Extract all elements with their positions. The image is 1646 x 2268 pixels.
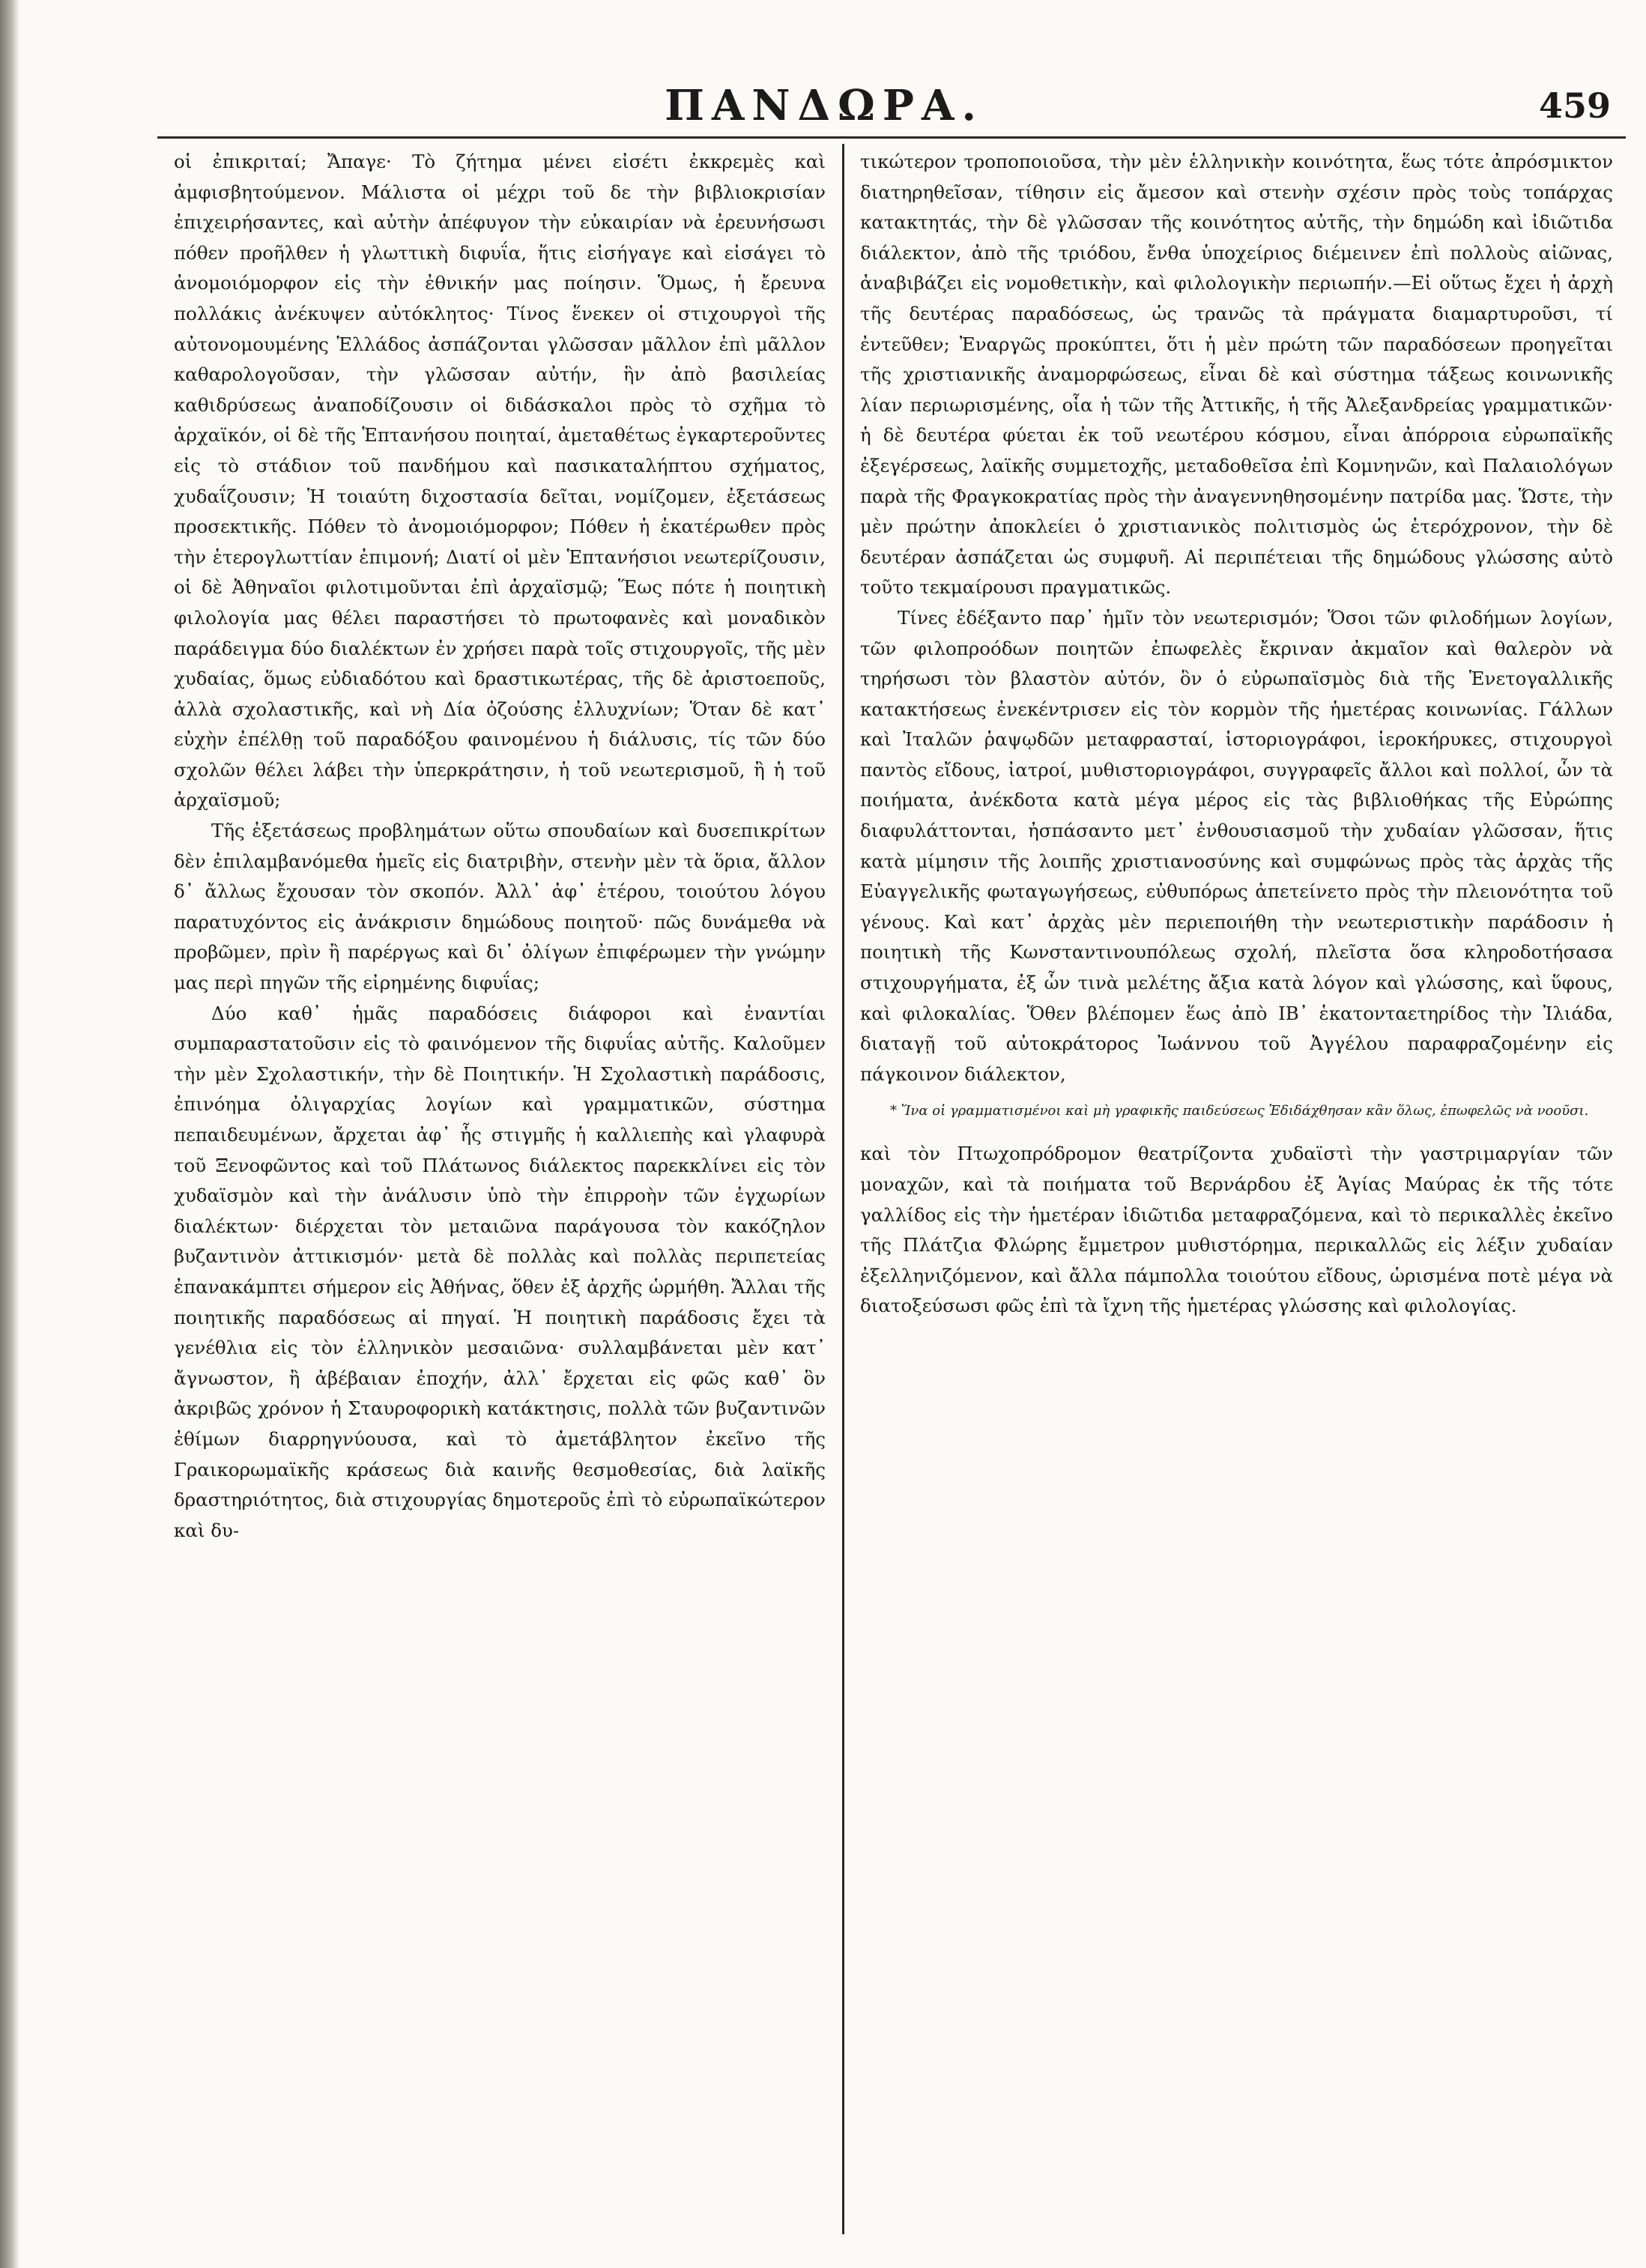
paragraph: Τίνες ἐδέξαντο παρ᾽ ἡμῖν τὸν νεωτερισμόν; Ὅσοι τῶν φιλοδήμων λογίων, τῶν φιλοπροόδων ποιητῶν ἐπωφελὲς ἔκριναν ἀκμαῖον καὶ θαλερὸν νὰ τηρήσωσι τὸν βλαστὸν αὐτόν, ὃν ὁ εὐρωπαϊσμὸς διὰ τῆς Ἑνετογαλλικῆς κατακτήσεως ἐνεκέντρισεν εἰς τὸν κορμὸν τῆς ἡμετέρας κοινωνίας. Γάλλων καὶ Ἰταλῶν ῥαψῳδῶν μεταφρασταί, ἱστοριογράφοι, ἱεροκήρυκες, στιχουργοὶ παντὸς εἴδους, ἰατροί, μυθιστοριογράφοι, συγγραφεῖς ἄλλοι καὶ πολλοί, ὧν τὰ ποιήματα, ἀνέκδοτα κατὰ μέγα μέρος εἰς τὰς βιβλιοθήκας τῆς Εὐρώπης διαφυλάττονται, ἠσπάσαντο μετ᾽ ἐνθουσιασμοῦ τὴν χυδαίαν γλῶσσαν, ἥτις κατὰ μίμησιν τῆς λοιπῆς χριστιανοσύνης καὶ συμφώνως πρὸς τὰς ἀρχὰς τῆς Εὐαγγελικῆς φωταγωγήσεως, εὐθυπόρως ἀπετείνετο πρὸς τὴν πλειονότητα τοῦ γένους. Καὶ κατ᾽ ἀρχὰς μὲν περιεποιήθη τὴν νεωτεριστικὴν παράδοσιν ἡ ποιητικὴ τῆς Κωνσταντινουπόλεως σχολή, πλεῖστα ὅσα κληροδοτήσασα στιχουργήματα, ἐξ ὧν τινὰ μελέτης ἄξια κατὰ λόγον καὶ γλώσσης, καὶ ὕφους, καὶ φιλοκαλίας. Ὅθεν βλέπομεν ἕως ἀπὸ ΙΒ᾽ ἑκατονταετηρίδος τὴν Ἰλιάδα, διαταγῇ τοῦ αὐτοκράτορος Ἰωάννου τοῦ Ἀγγέλου παραφραζομένην εἰς πάγκοινον διάλεκτον,: [860, 606, 1613, 1085]
paragraph: οἱ ἐπικριταί; Ἄπαγε· Τὸ ζήτημα μένει εἰσέτι ἐκκρεμὲς καὶ ἀμφισβητούμενον. Μάλιστα οἱ μέχρι τοῦ δε τὴν βιβλιοκρισίαν ἐπιχειρήσαντες, καὶ αὐτὴν ἀπέφυγον τὴν εὐκαιρίαν νὰ ἐρευνήσωσι πόθεν προῆλθεν ἡ γλωττικὴ διφυΐα, ἥτις εἰσήγαγε καὶ εἰσάγει τὸ ἀνομοιόμορφον εἰς τὴν ἐθνικήν μας ποίησιν. Ὅμως, ἡ ἔρευνα πολλάκις ἀνέκυψεν αὐτόκλητος· Τίνος ἕνεκεν οἱ στιχουργοὶ τῆς αὐτονομουμένης Ἑλλάδος ἀσπάζονται γλῶσσαν μᾶλλον ἐπὶ μᾶλλον καθαρολογοῦσαν, τὴν γλῶσσαν αὐτήν, ἣν ἀπὸ βασιλείας καθιδρύσεως ἀναποδίζουσιν οἱ διδάσκαλοι πρὸς τὸ σχῆμα τὸ ἀρχαϊκόν, οἱ δὲ τῆς Ἑπτανήσου ποιηταί, ἀμεταθέτως ἐγκαρτεροῦντες εἰς τὸ στάδιον τοῦ πανδήμου καὶ πασικαταλήπτου σχήματος, χυδαΐζουσιν; Ἡ τοιαύτη διχοστασία δεῖται, νομίζομεν, ἐξετάσεως προσεκτικῆς. Πόθεν τὸ ἀνομοιόμορφον; Πόθεν ἡ ἑκατέρωθεν πρὸς τὴν ἑτερογλωττίαν ἐπιμονή; Διατί οἱ μὲν Ἑπτανήσιοι νεωτερίζουσιν, οἱ δὲ Ἀθηναῖοι φιλοτιμοῦνται ἐπὶ ἀρχαϊσμῷ; Ἕως πότε ἡ ποιητικὴ φιλολογία μας θέλει παραστήσει τὸ πρωτοφανὲς καὶ μοναδικὸν παράδειγμα δύο διαλέκτων ἐν χρήσει παρὰ τοῖς στιχουργοῖς, τῆς μὲν χυδαίας, ὅμως εὐδιαδότου καὶ δραστικωτέρας, τῆς δὲ ἀριστοεποῦς, ἀλλὰ σχολαστικῆς, καὶ νὴ Δία ὀζούσης ἐλλυχνίων; Ὅταν δὲ κατ᾽ εὐχὴν ἐπέλθῃ τοῦ παραδόξου φαινομένου ἡ διάλυσις, τίς τῶν δύο σχολῶν θέλει λάβει τὴν ὑπερκράτησιν, ἡ τοῦ νεωτερισμοῦ, ἢ ἡ τοῦ ἀρχαϊσμοῦ;: [174, 151, 826, 811]
paragraph: τικώτερον τροποποιοῦσα, τὴν μὲν ἑλληνικὴν κοινότητα, ἕως τότε ἀπρόσμικτον διατηρηθεῖσαν, τίθησιν εἰς ἄμεσον καὶ στενὴν σχέσιν πρὸς τοὺς τοπάρχας κατακτητάς, τὴν δὲ γλῶσσαν τῆς κοινότητος αὐτῆς, τὴν δημώδη καὶ ἰδιῶτιδα διάλεκτον, ἀπὸ τῆς τριόδου, ἔνθα ὑποχείριος διέμεινεν ἐπὶ πολλοὺς αἰῶνας, ἀναβιβάζει εἰς νομοθετικὴν, καὶ φιλολογικὴν περιωπήν.—Εἰ οὕτως ἔχει ἡ ἀρχὴ τῆς δευτέρας παραδόσεως, ὡς τρανῶς τὰ πράγματα διαμαρτυροῦσι, τί ἐντεῦθεν; Ἐναργῶς προκύπτει, ὅτι ἡ μὲν πρώτη τῶν παραδόσεων προηγεῖται τῆς χριστιανικῆς ἀναμορφώσεως, εἶναι δὲ καὶ σύστημα τάξεως κοινωνικῆς λίαν περιωρισμένης, οἷα ἡ τῶν τῆς Ἀττικῆς, ἡ τῆς Ἀλεξανδρείας γραμματικῶν· ἡ δὲ δευτέρα φύεται ἐκ τοῦ νεωτέρου κόσμου, εἶναι ἀπόρροια εὐρωπαϊκῆς ἐξεγέρσεως, λαϊκῆς συμμετοχῆς, μεταδοθεῖσα ἐπὶ Κομνηνῶν, καὶ Παλαιολόγων παρὰ τῆς Φραγκοκρατίας πρὸς τὴν ἀναγεννηθησομένην πατρίδα μας. Ὥστε, τὴν μὲν πρώτην ἀποκλείει ὁ χριστιανικὸς πολιτισμὸς ὡς ἑτερόχρονον, τὴν δὲ δευτέραν ἀσπάζεται ὡς συμφυῆ. Αἱ περιπέτειαι τῆς δημώδους γλώσσης αὐτὸ τοῦτο τεκμαίρουσι πραγματικῶς.: [860, 151, 1613, 599]
page-header: [0, 81, 1646, 141]
page-number: 459: [1538, 85, 1611, 126]
paragraph: καὶ τὸν Πτωχοπρόδρομον θεατρίζοντα χυδαϊστὶ τὴν γαστριμαργίαν τῶν μοναχῶν, καὶ τὰ ποιήματα τοῦ Βερνάρδου ἐξ Ἁγίας Μαύρας ἐκ τῆς τότε γαλλίδος εἰς τὴν ἡμετέραν ἰδιῶτιδα μεταφραζόμενα, καὶ τὸ περικαλλὲς ἐκεῖνο τῆς Πλάτζια Φλώρης ἔμμετρον μυθιστόρημα, περικαλλῶς εἰς λέξιν χυδαίαν ἐξελληνιζόμενον, καὶ ἄλλα πάμπολλα τοιούτου εἴδους, ὡρισμένα ποτὲ μέγα νὰ διατοξεύσωσι φῶς ἐπὶ τὰ ἴχνη τῆς ἡμετέρας γλώσσης καὶ φιλολογίας.: [860, 1143, 1613, 1317]
column-divider: [842, 144, 844, 2234]
header-rule: [157, 136, 1626, 139]
running-title: ΠΑΝΔΩΡΑ.: [665, 81, 984, 130]
paragraph: Δύο καθ᾽ ἡμᾶς παραδόσεις διάφοροι καὶ ἐναντίαι συμπαραστατοῦσιν εἰς τὸ φαινόμενον τῆς διφυΐας αὐτῆς. Καλοῦμεν τὴν μὲν Σχολαστικήν, τὴν δὲ Ποιητικήν. Ἡ Σχολαστικὴ παράδοσις, ἐπινόημα ὀλιγαρχίας λογίων καὶ γραμματικῶν, σύστημα πεπαιδευμένων, ἄρχεται ἀφ᾽ ἧς στιγμῆς ἡ καλλιεπὴς καὶ γλαφυρὰ τοῦ Ξενοφῶντος καὶ τοῦ Πλάτωνος διάλεκτος παρεκκλίνει εἰς τὸν χυδαϊσμὸν καὶ τὴν ἀνάλυσιν ὑπὸ τὴν ἐπιρροὴν τῶν ἐγχωρίων διαλέκτων· διέρχεται τὸν μεταιῶνα παράγουσα τὸν κακόζηλον βυζαντινὸν ἀττικισμόν· μετὰ δὲ πολλὰς καὶ πολλὰς περιπετείας ἐπανακάμπτει σήμερον εἰς Ἀθήνας, ὅθεν ἐξ ἀρχῆς ὡρμήθη. Ἄλλαι τῆς ποιητικῆς παραδόσεως αἱ πηγαί. Ἡ ποιητικὴ παράδοσις ἔχει τὰ γενέθλια εἰς τὸν ἑλληνικὸν μεσαιῶνα· συλλαμβάνεται μὲν κατ᾽ ἄγνωστον, ἢ ἀβέβαιαν ἐποχήν, ἀλλ᾽ ἔρχεται εἰς φῶς καθ᾽ ὃν ἀκριβῶς χρόνον ἡ Σταυροφορικὴ κατάκτησις, πολλὰ τῶν βυζαντινῶν ἐθίμων διαρρηγνύουσα, καὶ τὸ ἀμετάβλητον ἐκεῖνο τῆς Γραικορωμαϊκῆς κράσεως διὰ καινῆς θεσμοθεσίας, διὰ λαϊκῆς δραστηριότητος, διὰ στιχουργίας δημοτεροῦς ἐπὶ τὸ εὐρωπαϊκώτερον καὶ δυ-: [174, 1002, 826, 1541]
footnote: * Ἵνα οἱ γραμματισμένοι καὶ μὴ γραφικῆς παιδεύσεως Ἐδιδάχθησαν κἂν ὅλως, ἐπωφελῶς νὰ νοοῦσι.: [890, 1103, 1589, 1119]
right-column: [860, 147, 1613, 1322]
book-binding-shadow: [0, 0, 19, 2268]
left-column: [174, 147, 826, 1546]
paragraph: Τῆς ἐξετάσεως προβλημάτων οὕτω σπουδαίων καὶ δυσεπικρίτων δὲν ἐπιλαμβανόμεθα ἡμεῖς εἰς διατριβὴν, στενὴν μὲν τὰ ὅρια, ἄλλον δ᾽ ἄλλως ἔχουσαν τὸν σκοπόν. Ἀλλ᾽ ἀφ᾽ ἑτέρου, τοιούτου λόγου παρατυχόντος εἰς ἀνάκρισιν δημώδους ποιητοῦ· πῶς δυνάμεθα νὰ προβῶμεν, πρὶν ἢ παρέργως καὶ δι᾽ ὀλίγων ἐπιφέρωμεν τὴν γνώμην μας περὶ πηγῶν τῆς εἰρημένης διφυΐας;: [174, 820, 826, 994]
